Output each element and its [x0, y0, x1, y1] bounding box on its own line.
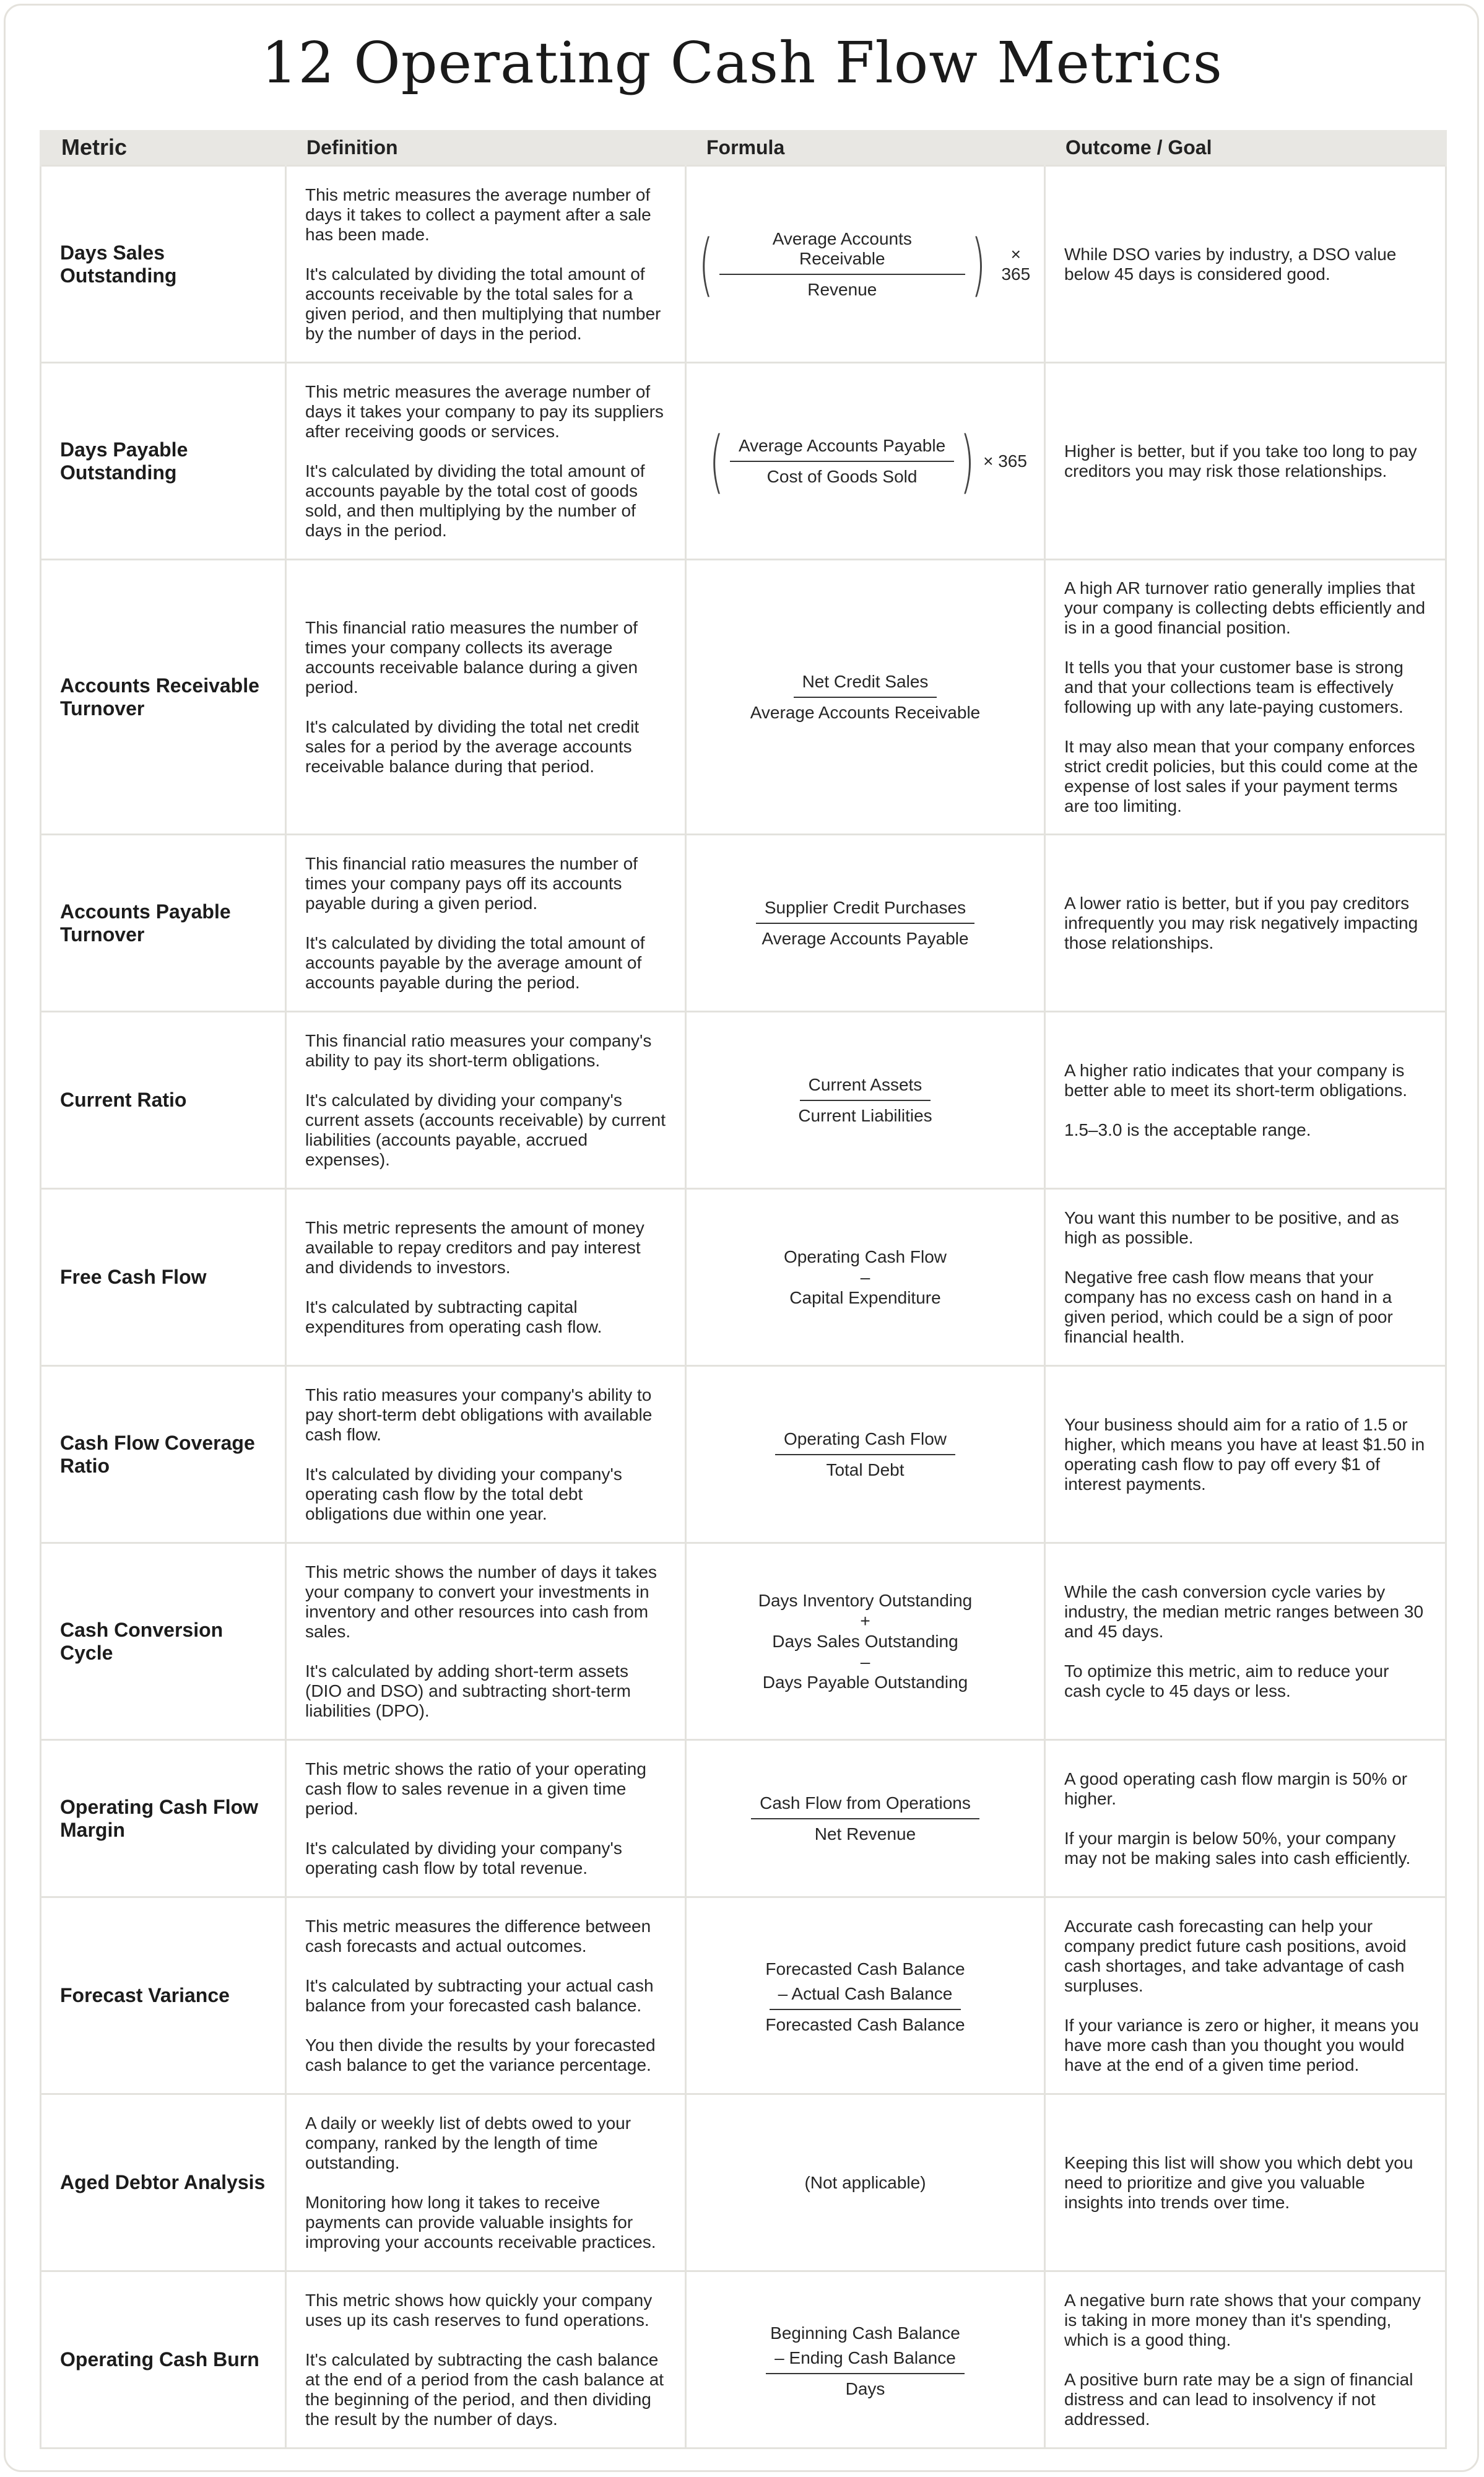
metric-name: Current Ratio: [41, 1012, 286, 1189]
definition-paragraph: This metric shows the ratio of your operating cash flow to sales revenue in a given time period.: [305, 1759, 646, 1818]
formula-cell: [686, 1897, 1045, 2094]
outcome-paragraph: To optimize this metric, aim to reduce your cash cycle to 45 days or less.: [1064, 1661, 1389, 1700]
outcome-paragraph: If your variance is zero or higher, it means you have more cash than you thought you would have at the end of a given time period.: [1064, 2015, 1419, 2074]
outcome-paragraph: Your business should aim for a ratio of 1.5 or higher, which means you have at least $1.50 in operating cash flow to pay off every $1 of interest payments.: [1064, 1414, 1425, 1494]
definition-paragraph: It's calculated by dividing your company's operating cash flow by the total debt obligations due within one year.: [305, 1464, 622, 1523]
formula-denominator: Forecasted Cash Balance: [765, 2014, 965, 2034]
formula-numerator: Cash Flow from Operations: [751, 1793, 979, 1819]
definition-cell: [286, 363, 686, 560]
formula-cell: [686, 560, 1045, 835]
formula-operator: –: [860, 1652, 870, 1671]
formula-term: Forecasted Cash Balance: [765, 1959, 965, 1979]
table-row: [41, 1740, 1446, 1897]
formula-denominator: Revenue: [807, 279, 877, 299]
formula-term: Days Sales Outstanding: [772, 1631, 958, 1651]
formula-denominator: Cost of Goods Sold: [766, 466, 918, 486]
left-paren-icon: (: [709, 421, 724, 501]
outcome-paragraph: A good operating cash flow margin is 50% or higher.: [1064, 1769, 1408, 1808]
formula-fraction: [765, 1957, 965, 2035]
page-title: 12 Operating Cash Flow Metrics: [261, 30, 1223, 96]
outcome-paragraph: It tells you that your customer base is strong and that your collections team is effectively following up with any late-paying customers.: [1064, 657, 1404, 716]
formula-subtrahend: – Actual Cash Balance: [770, 1982, 961, 2010]
table-header-row: [41, 130, 1446, 166]
formula-cell: [686, 1012, 1045, 1189]
formula-operator: +: [860, 1611, 870, 1630]
definition-paragraph: This financial ratio measures the number of times your company collects its average accounts receivable balance during a given period.: [305, 617, 638, 697]
formula-numerator: Operating Cash Flow: [775, 1429, 955, 1455]
formula-cell: [686, 835, 1045, 1012]
definition-cell: [286, 1189, 686, 1366]
outcome-paragraph: Keeping this list will show you which debt you need to prioritize and give you valuable insights into trends over time.: [1064, 2153, 1413, 2212]
metric-name: Aged Debtor Analysis: [41, 2094, 286, 2271]
metrics-table: [40, 130, 1447, 2449]
formula-cell: [686, 363, 1045, 560]
table-row: [41, 2094, 1446, 2271]
metric-name: Days Sales Outstanding: [41, 166, 286, 363]
formula-term: Days Inventory Outstanding: [758, 1590, 973, 1610]
definition-paragraph: This financial ratio measures the number of times your company pays off its accounts payable during a given period.: [305, 853, 638, 913]
metric-name: Accounts Receivable Turnover: [41, 560, 286, 835]
formula-with-multiplier: [693, 224, 1038, 304]
formula-text: (Not applicable): [804, 2172, 926, 2192]
outcome-cell: [1045, 2094, 1446, 2271]
formula-with-multiplier: [703, 421, 1027, 501]
table-row: [41, 166, 1446, 363]
outcome-paragraph: A lower ratio is better, but if you pay creditors infrequently you may risk negatively impacting those relationships.: [1064, 893, 1418, 952]
formula-numerator: Net Credit Sales: [794, 672, 937, 698]
formula-stack: [784, 1245, 947, 1310]
definition-paragraph: It's calculated by dividing the total net credit sales for a period by the average accounts receivable balance during that period.: [305, 716, 640, 776]
outcome-paragraph: A negative burn rate shows that your company is taking in more money than it's spending, which is a good thing.: [1064, 2290, 1421, 2349]
definition-paragraph: This metric shows how quickly your company uses up its cash reserves to fund operations.: [305, 2290, 653, 2330]
formula-fraction: [766, 2321, 965, 2399]
definition-paragraph: You then divide the results by your forecasted cash balance to get the variance percentage.: [305, 2035, 656, 2074]
formula-cell: [686, 1740, 1045, 1897]
definition-paragraph: It's calculated by dividing the total amount of accounts payable by the average amount of accounts payable during the period.: [305, 933, 645, 992]
outcome-paragraph: Negative free cash flow means that your company has no excess cash on hand in a given period, which could be a sign of poor financial health.: [1064, 1267, 1393, 1346]
outcome-cell: [1045, 1189, 1446, 1366]
formula-denominator: Average Accounts Payable: [762, 928, 969, 948]
metric-name: Days Payable Outstanding: [41, 363, 286, 560]
formula-fraction: [742, 672, 989, 723]
formula-cell: [686, 166, 1045, 363]
definition-cell: [286, 2271, 686, 2449]
outcome-paragraph: A positive burn rate may be a sign of financial distress and can lead to insolvency if not addressed.: [1064, 2369, 1413, 2429]
formula-denominator: Current Liabilities: [798, 1105, 932, 1125]
definition-paragraph: It's calculated by dividing your company's operating cash flow by total revenue.: [305, 1838, 622, 1878]
table-row: [41, 1189, 1446, 1366]
outcome-paragraph: While the cash conversion cycle varies by industry, the median metric ranges between 30 and 45 days.: [1064, 1582, 1424, 1641]
formula-subtrahend: – Ending Cash Balance: [766, 2346, 965, 2374]
definition-cell: [286, 1897, 686, 2094]
outcome-paragraph: You want this number to be positive, and as high as possible.: [1064, 1208, 1399, 1247]
outcome-cell: [1045, 1897, 1446, 2094]
definition-paragraph: It's calculated by adding short-term assets (DIO and DSO) and subtracting short-term liabilities (DPO).: [305, 1661, 631, 1720]
formula-fraction: [789, 1075, 940, 1126]
outcome-paragraph: A high AR turnover ratio generally implies that your company is collecting debts efficiently and is in a good financial position.: [1064, 578, 1426, 637]
formula-cell: [686, 1366, 1045, 1543]
table-row: [41, 835, 1446, 1012]
formula-denominator: Days: [845, 2379, 885, 2398]
definition-paragraph: It's calculated by subtracting your actual cash balance from your forecasted cash balance.: [305, 1975, 654, 2015]
definition-paragraph: It's calculated by dividing the total amount of accounts receivable by the total sales for a given period, and then multiplying that number by the number of days in the period.: [305, 264, 661, 343]
formula-multiplier: × 365: [983, 451, 1027, 471]
table-row: [41, 1897, 1446, 2094]
formula-term: Capital Expenditure: [789, 1287, 941, 1307]
outcome-cell: [1045, 2271, 1446, 2449]
table-row: [41, 1012, 1446, 1189]
definition-cell: [286, 835, 686, 1012]
definition-cell: [286, 166, 686, 363]
formula-cell: [686, 1543, 1045, 1740]
definition-paragraph: Monitoring how long it takes to receive payments can provide valuable insights for improving your accounts receivable practices.: [305, 2192, 656, 2252]
definition-paragraph: This ratio measures your company's ability to pay short-term debt obligations with available cash flow.: [305, 1385, 653, 1444]
metric-name: Cash Flow Coverage Ratio: [41, 1366, 286, 1543]
outcome-paragraph: Accurate cash forecasting can help your company predict future cash positions, avoid cash shortages, and take advantage of cash surpluses.: [1064, 1916, 1407, 1995]
outcome-cell: [1045, 1543, 1446, 1740]
formula-term: Days Payable Outstanding: [762, 1672, 968, 1692]
definition-cell: [286, 1740, 686, 1897]
definition-paragraph: This financial ratio measures your company's ability to pay its short-term obligations.: [305, 1030, 652, 1070]
outcome-paragraph: If your margin is below 50%, your company may not be making sales into cash efficiently.: [1064, 1828, 1411, 1868]
metric-name: Forecast Variance: [41, 1897, 286, 2094]
right-paren-icon: ): [960, 421, 975, 501]
outcome-cell: [1045, 363, 1446, 560]
table-row: [41, 1543, 1446, 1740]
formula-cell: [686, 2094, 1045, 2271]
formula-numerator: Supplier Credit Purchases: [756, 898, 974, 924]
formula-denominator: Total Debt: [826, 1460, 905, 1479]
outcome-cell: [1045, 1740, 1446, 1897]
definition-cell: [286, 1012, 686, 1189]
definition-paragraph: This metric shows the number of days it takes your company to convert your investments in inventory and other resources into cash from sales.: [305, 1562, 657, 1641]
outcome-cell: [1045, 560, 1446, 835]
formula-numerator: Average Accounts Payable: [730, 436, 954, 462]
formula-cell: [686, 1189, 1045, 1366]
formula-stack: [758, 1588, 973, 1695]
formula-operator: –: [860, 1267, 870, 1287]
formula-fraction: [775, 1429, 955, 1480]
formula-fraction: [719, 229, 965, 300]
metric-name: Accounts Payable Turnover: [41, 835, 286, 1012]
definition-paragraph: It's calculated by subtracting capital expenditures from operating cash flow.: [305, 1297, 602, 1336]
table-row: [41, 1366, 1446, 1543]
formula-numerator: Current Assets: [800, 1075, 931, 1101]
outcome-cell: [1045, 1366, 1446, 1543]
header-outcome: Outcome / Goal: [1045, 130, 1446, 166]
definition-cell: [286, 1543, 686, 1740]
left-paren-icon: (: [698, 224, 714, 304]
definition-paragraph: This metric measures the difference between cash forecasts and actual outcomes.: [305, 1916, 651, 1956]
definition-cell: [286, 2094, 686, 2271]
formula-term: Operating Cash Flow: [783, 1247, 947, 1266]
outcome-paragraph: A higher ratio indicates that your company is better able to meet its short-term obligations.: [1064, 1060, 1408, 1100]
metric-name: Free Cash Flow: [41, 1189, 286, 1366]
metric-name: Operating Cash Burn: [41, 2271, 286, 2449]
formula-fraction: [730, 436, 954, 487]
outcome-paragraph: 1.5–3.0 is the acceptable range.: [1064, 1120, 1311, 1139]
metric-name: Operating Cash Flow Margin: [41, 1740, 286, 1897]
outcome-paragraph: While DSO varies by industry, a DSO value below 45 days is considered good.: [1064, 244, 1397, 284]
definition-cell: [286, 1366, 686, 1543]
header-definition: Definition: [286, 130, 686, 166]
formula-denominator: Net Revenue: [814, 1824, 916, 1844]
formula-term: Beginning Cash Balance: [770, 2323, 960, 2343]
header-formula: Formula: [686, 130, 1045, 166]
outcome-paragraph: Higher is better, but if you take too long to pay creditors you may risk those relationships.: [1064, 441, 1417, 481]
metric-name: Cash Conversion Cycle: [41, 1543, 286, 1740]
formula-numerator: Average Accounts Receivable: [719, 229, 965, 275]
header-metric: Metric: [41, 130, 286, 166]
definition-paragraph: This metric represents the amount of money available to repay creditors and pay interest and dividends to investors.: [305, 1217, 644, 1277]
table-row: [41, 560, 1446, 835]
formula-fraction: [751, 1793, 979, 1844]
definition-paragraph: This metric measures the average number of days it takes your company to pay its suppliers after receiving goods or services.: [305, 381, 664, 441]
definition-paragraph: This metric measures the average number of days it takes to collect a payment after a sale has been made.: [305, 185, 651, 244]
right-paren-icon: ): [971, 224, 986, 304]
formula-multiplier: × 365: [1001, 244, 1031, 284]
table-row: [41, 2271, 1446, 2449]
outcome-cell: [1045, 166, 1446, 363]
outcome-cell: [1045, 1012, 1446, 1189]
definition-paragraph: A daily or weekly list of debts owed to your company, ranked by the length of time outstanding.: [305, 2113, 631, 2172]
table-row: [41, 363, 1446, 560]
definition-cell: [286, 560, 686, 835]
formula-denominator: Average Accounts Receivable: [750, 702, 981, 722]
definition-paragraph: It's calculated by dividing the total amount of accounts payable by the total cost of goods sold, and then multiplying by the number of days in the period.: [305, 461, 645, 540]
formula-fraction: [753, 898, 977, 949]
outcome-cell: [1045, 835, 1446, 1012]
outcome-paragraph: It may also mean that your company enforces strict credit policies, but this could come at the expense of lost sales if your payment terms are too limiting.: [1064, 736, 1418, 816]
definition-paragraph: It's calculated by subtracting the cash balance at the end of a period from the cash balance at the beginning of the period, and then dividing the result by the number of days.: [305, 2349, 664, 2429]
definition-paragraph: It's calculated by dividing your company's current assets (accounts receivable) by current liabilities (accounts payable, accrued expenses).: [305, 1090, 666, 1169]
formula-cell: [686, 2271, 1045, 2449]
